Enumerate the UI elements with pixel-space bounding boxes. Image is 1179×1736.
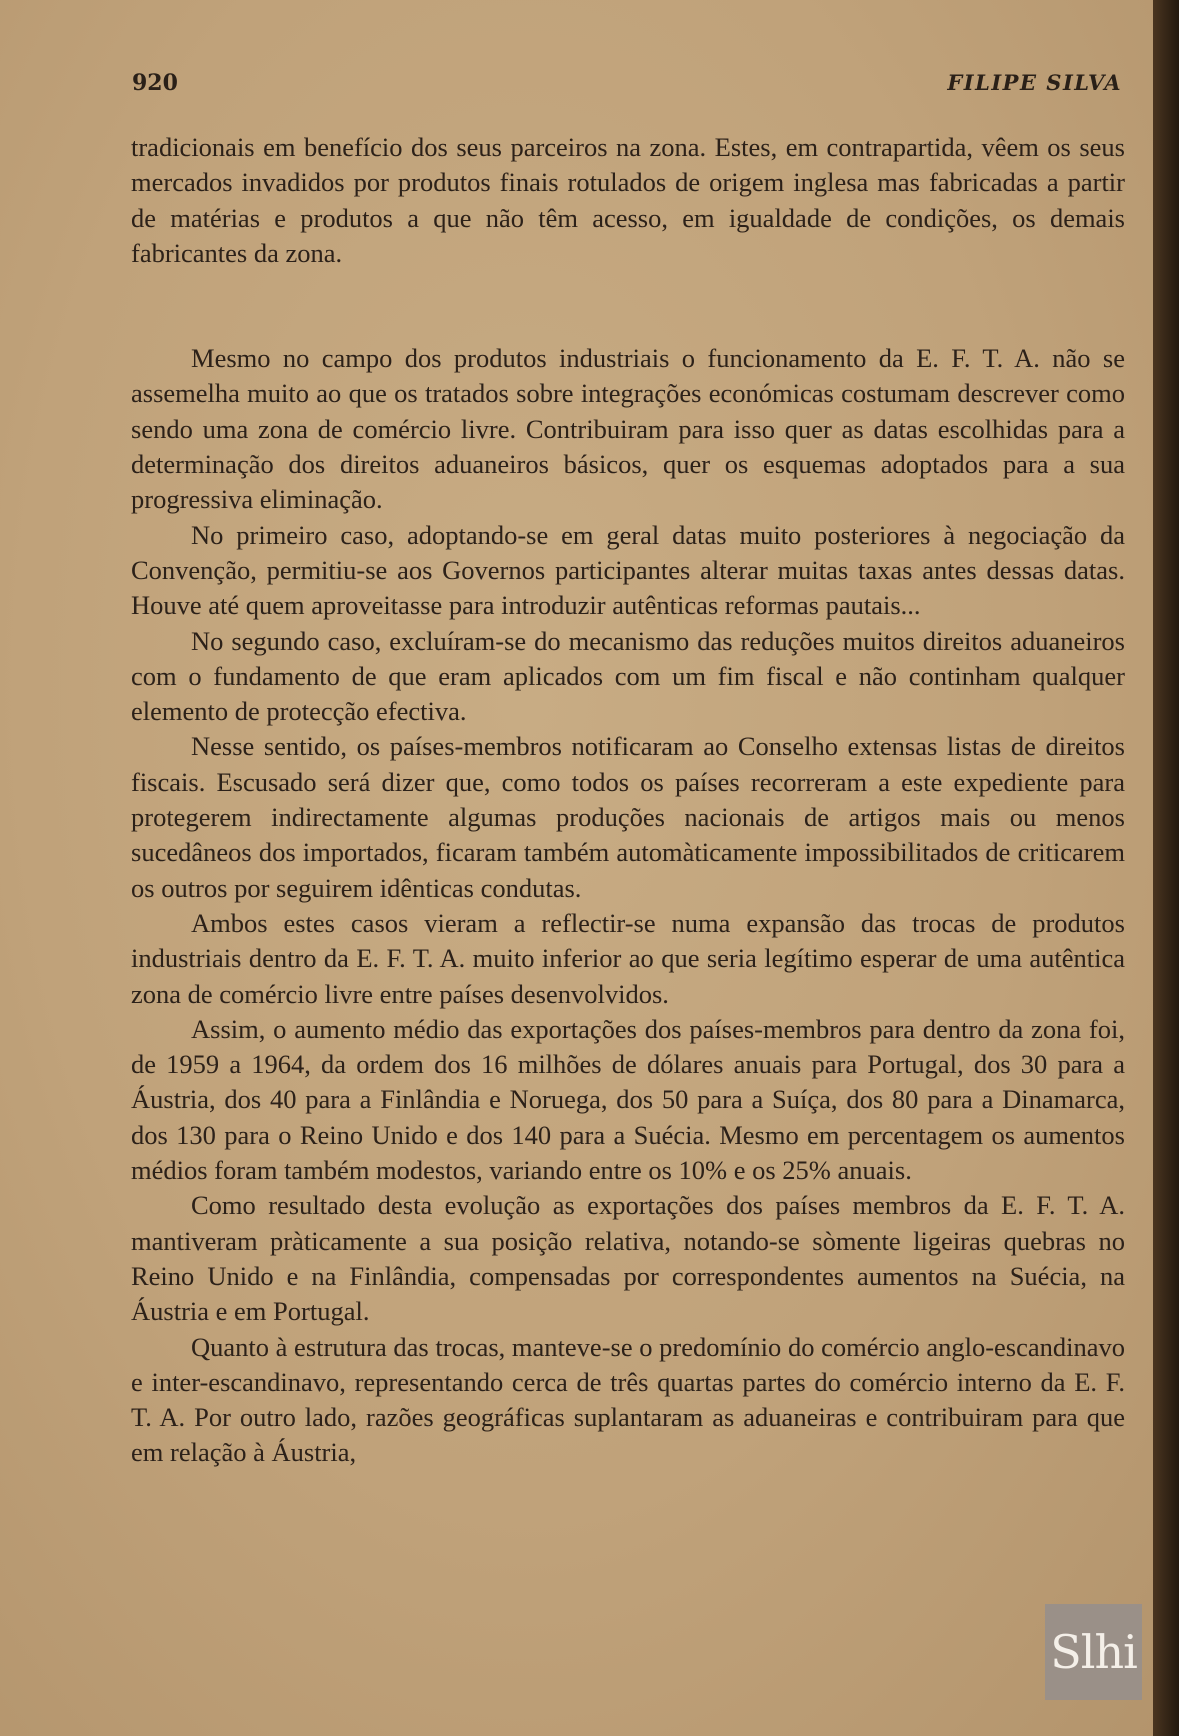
page-header xyxy=(132,70,1122,104)
paragraph: Assim, o aumento médio das exportações dos países-membros para dentro da zona foi, de 1959 a 1964, da ordem dos 16 milhões de dólares anuais para Portugal, dos 30 para a Áustria, dos 40 para a Finlândia e Noruega, dos 50 para a Suíça, dos 80 para a Dinamarca, dos 130 para o Reino Unido e dos 140 para a Suécia. Mesmo em percentagem os aumentos médios foram também modestos, variando entre os 10% e os 25% anuais. xyxy=(131,1013,1125,1186)
paragraph: Como resultado desta evolução as exportações dos países membros da E. F. T. A. mantiveram pràticamente a sua posição relativa, notando-se sòmente ligeiras quebras no Reino Unido e na Finlândia, compensadas por correspondentes aumentos na Suécia, na Áustria e em Portugal. xyxy=(131,1190,1125,1327)
paragraph: No primeiro caso, adoptando-se em geral datas muito posteriores à negociação da Convenção, permitiu-se aos Governos participantes alterar muitas taxas antes dessas datas. Houve até quem aproveitasse para introduzir autênticas reformas pautais... xyxy=(131,519,1125,621)
paragraph-continuation: tradicionais em benefício dos seus parceiros na zona. Estes, em contrapartida, vêem os seus mercados invadidos por produtos finais rotulados de origem inglesa mas fabricadas a partir de matérias e produtos a que não têm acesso, em igualdade de condições, os demais fabricantes da zona. xyxy=(131,132,1125,268)
paragraph: Nesse sentido, os países-membros notificaram ao Conselho extensas listas de direitos fiscais. Escusado será dizer que, como todos os países recorreram a este expediente para protegerem indirectamente algumas produções nacionais de artigos mais ou menos sucedâneos dos importados, ficaram também automàticamente impossibilitados de criticarem os outros por seguirem idênticas condutas. xyxy=(131,731,1125,903)
page-number: 920 xyxy=(132,70,178,96)
paragraph: Quanto à estrutura das trocas, manteve-se o predomínio do comércio anglo-escandinavo e inter-escandinavo, representando cerca de três quartas partes do comércio interno da E. F. T. A. Por outro lado, razões geográficas suplantaram as aduaneiras e contribuiram para que em relação à Áustria, xyxy=(131,1331,1125,1468)
paragraph: Ambos estes casos vieram a reflectir-se numa expansão das trocas de produtos industriais dentro da E. F. T. A. muito inferior ao que seria legítimo esperar de uma autêntica zona de comércio livre entre países desenvolvidos. xyxy=(131,907,1125,1009)
body-text xyxy=(131,130,1125,1471)
paragraph: Mesmo no campo dos produtos industriais o funcionamento da E. F. T. A. não se assemelha muito ao que os tratados sobre integrações económicas costumam descrever como sendo uma zona de comércio livre. Contribuiram para isso quer as datas escolhidas para a determinação dos direitos aduaneiros básicos, quer os esquemas adoptados para a sua progressiva eliminação. xyxy=(131,343,1125,515)
running-head: FILIPE SILVA xyxy=(947,70,1122,95)
archive-logo: Slhi xyxy=(1045,1604,1142,1700)
book-spine-edge xyxy=(1153,0,1179,1736)
paragraph: No segundo caso, excluíram-se do mecanismo das reduções muitos direitos aduaneiros com o fundamento de que eram aplicados com um fim fiscal e não continham qualquer elemento de protecção efectiva. xyxy=(131,625,1125,727)
